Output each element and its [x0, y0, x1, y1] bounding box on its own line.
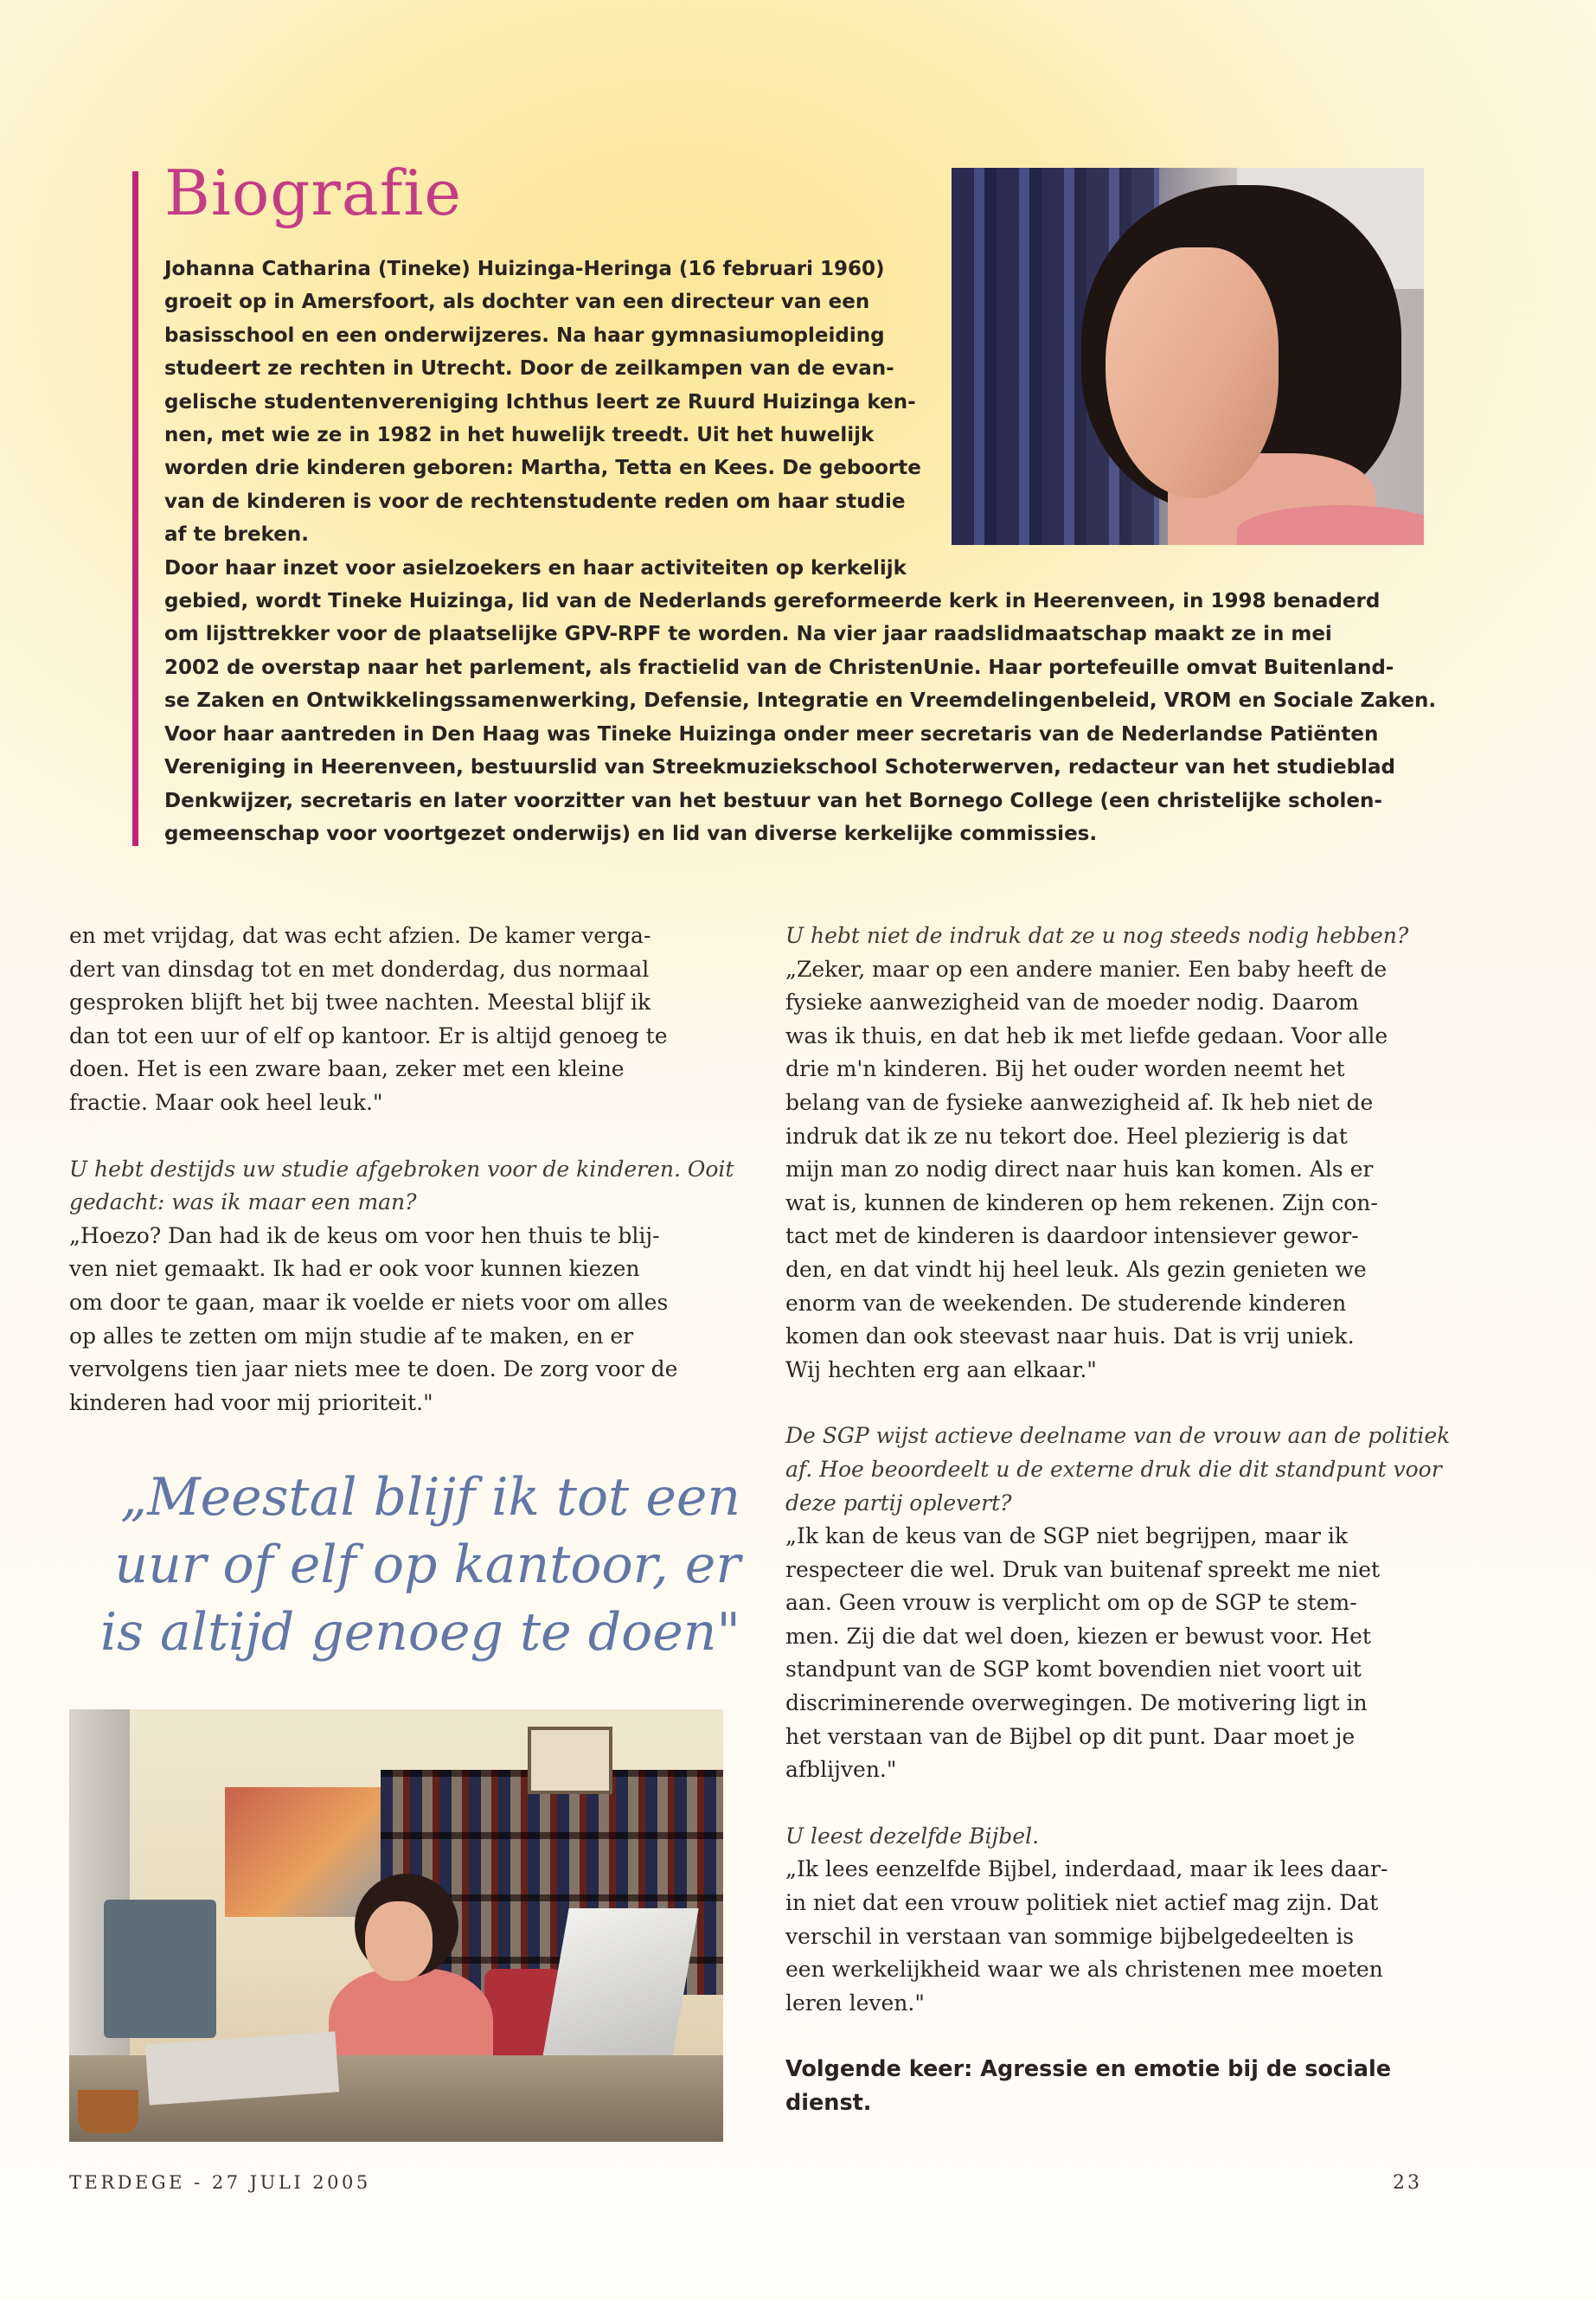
interview-question: U hebt niet de indruk dat ze u nog steeds nodig hebben? — [785, 923, 1409, 948]
biography-title: Biografie — [164, 157, 463, 229]
right-column — [785, 920, 1451, 2119]
biography-text — [164, 253, 1436, 850]
bio-line: se Zaken en Ontwikkelingssamenwerking, Defensie, Integratie en Vreemdelingenbeleid, VROM en Sociale Zaken. — [164, 689, 1437, 713]
bio-line: gebied, wordt Tineke Huizinga, lid van de Nederlands gereformeerde kerk in Heerenveen, in 1998 benaderd — [164, 590, 1381, 613]
office-photo — [69, 1709, 723, 2142]
bio-line: Vereniging in Heerenveen, bestuurslid van Streekmuziekschool Schoterwerven, redacteur van het studieblad — [164, 756, 1395, 779]
bio-line: Door haar inzet voor asielzoekers en haar activiteiten op kerkelijk — [164, 556, 907, 580]
footer-publication: TERDEGE - 27 JULI 2005 — [69, 2172, 371, 2193]
interview-answer: „Hoezo? Dan had ik de keus om voor hen thuis te blij- ven niet gemaakt. Ik had er ook voor kunnen kiezen om door te gaan, maar ik voelde er niets voor om alles op alles te zetten om mijn studie af te maken, en er vervolgens tien jaar niets mee te doen. De zorg voor de kinderen had voor mij prioriteit." — [69, 1222, 678, 1415]
bio-line: 2002 de overstap naar het parlement, als fractielid van de ChristenUnie. Haar portefeuille omvat Buitenland- — [164, 656, 1394, 679]
interview-answer: „Ik kan de keus van de SGP niet begrijpen, maar ik respecteer die wel. Druk van buitenaf spreekt me niet aan. Geen vrouw is verplicht om op de SGP te stem- men. Zij die dat wel doen, kiezen er bewust voor. Het standpunt van de SGP komt bovendien niet voort uit discriminerende overwegingen. De motivering ligt in het verstaan van de Bijbel op dit punt. Daar moet je afblijven." — [785, 1523, 1381, 1783]
interview-answer: „Zeker, maar op een andere manier. Een baby heeft de fysieke aanwezigheid van de moeder nodig. Daarom was ik thuis, en dat heb ik met liefde gedaan. Voor alle drie m'n kinderen. Bij het ouder worden neemt het belang van de fysieke aanwezigheid af. Ik heb niet de indruk dat ik ze nu tekort doe. Heel plezierig is dat mijn man zo nodig direct naar huis kan komen. Als er wat is, kunnen de kinderen op hem rekenen. Zijn con- tact met de kinderen is daardoor intensiever gewor- den, en dat vindt hij heel leuk. Als gezin genieten we enorm van de weekenden. De studerende kinderen komen dan ook steevast naar huis. Dat is vrij uniek. Wij hechten erg aan elkaar." — [785, 956, 1388, 1382]
bio-line: van de kinderen is voor de rechtenstudente reden om haar studie — [164, 490, 906, 513]
page-number: 23 — [1393, 2172, 1422, 2194]
bio-line: Voor haar aantreden in Den Haag was Tineke Huizinga onder meer secretaris van de Nederlandse Patiënten — [164, 722, 1379, 746]
interview-question: De SGP wijst actieve deelname van de vrouw aan de politiek af. Hoe beoordeelt u de externe druk die dit standpunt voor deze partij oplevert? — [785, 1423, 1451, 1516]
bio-line: af te breken. — [164, 523, 309, 547]
bio-line: gelische studentenvereniging Ichthus leert ze Ruurd Huizinga ken- — [164, 390, 916, 413]
bio-line: Johanna Catharina (Tineke) Huizinga-Heringa (16 februari 1960) — [164, 258, 885, 280]
bio-line: groeit op in Amersfoort, als dochter van een directeur van een — [164, 291, 870, 314]
bio-line: gemeenschap voor voortgezet onderwijs) en lid van diverse kerkelijke commissies. — [164, 822, 1098, 845]
left-column — [69, 920, 734, 1420]
pull-quote: „Meestal blijf ik tot een uur of elf op kantoor, er is altijd genoeg te doen" — [99, 1467, 740, 1663]
bio-line: basisschool en een onderwijzeres. Na haar gymnasiumopleiding — [164, 324, 885, 347]
left-paragraph-1: en met vrijdag, dat was echt afzien. De kamer verga- dert van dinsdag tot en met donderdag, dus normaal gesproken blijft het bij twee nachten. Meestal blijf ik dan tot een uur of elf op kantoor. Er is altijd genoeg te doen. Het is een zware baan, zeker met een kleine fractie. Maar ook heel leuk." — [69, 923, 668, 1115]
bio-line: om lijsttrekker voor de plaatselijke GPV-RPF te worden. Na vier jaar raadslidmaatschap maakt ze in mei — [164, 623, 1332, 646]
bio-line: studeert ze rechten in Utrecht. Door de zeilkampen van de evan- — [164, 357, 894, 381]
bio-line: worden drie kinderen geboren: Martha, Tetta en Kees. De geboorte — [164, 457, 921, 480]
bio-line: Denkwijzer, secretaris en later voorzitter van het bestuur van het Bornego College (een christelijke scholen- — [164, 789, 1382, 812]
biography-accent-bar — [132, 171, 138, 846]
bio-line: nen, met wie ze in 1982 in het huwelijk treedt. Uit het huwelijk — [164, 424, 875, 447]
interview-question: U hebt destijds uw studie afgebroken voor de kinderen. Ooit gedacht: was ik maar een man? — [69, 1156, 734, 1215]
interview-question: U leest dezelfde Bijbel. — [785, 1823, 1040, 1849]
interview-answer: „Ik lees eenzelfde Bijbel, inderdaad, maar ik lees daar- in niet dat een vrouw politiek niet actief mag zijn. Dat verschil in verstaan van sommige bijbelgedeelten is een werkelijkheid waar we als christenen mee moeten leren leven." — [785, 1856, 1388, 2016]
next-issue-note: Volgende keer: Agressie en emotie bij de sociale dienst. — [785, 2056, 1392, 2116]
